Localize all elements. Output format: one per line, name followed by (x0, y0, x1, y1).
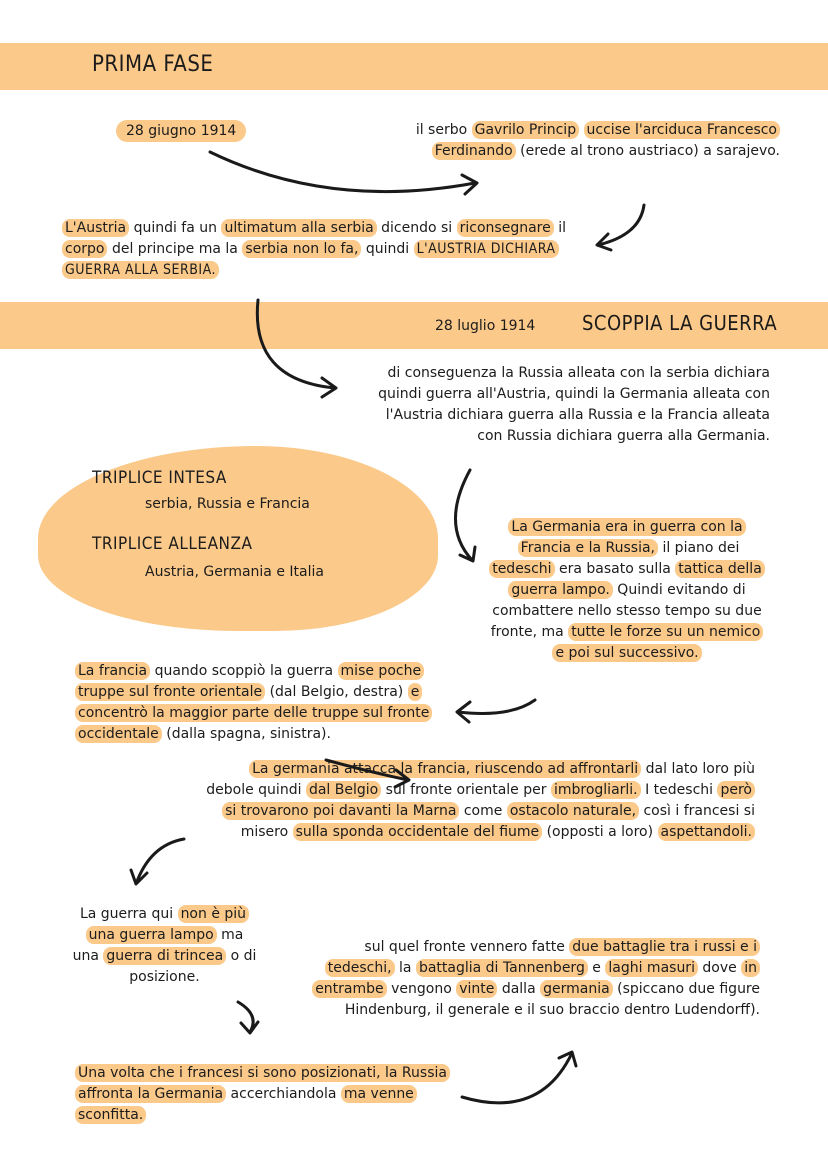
text: così i francesi si misero (240, 803, 755, 840)
text: vengono (391, 981, 452, 997)
page-title: PRIMA FASE (92, 52, 214, 77)
text: (spiccano due figure Hindenburg, il generale e il suo braccio dentro Ludendorff). (344, 981, 760, 1018)
highlight: vinte (456, 980, 497, 998)
text: come (463, 803, 503, 819)
highlight: guerra di trincea (103, 947, 226, 965)
highlight: però si trovarono poi davanti la Marna (222, 781, 755, 820)
arrow-icon (210, 152, 477, 194)
highlight: dal Belgio (306, 781, 381, 799)
highlight: corpo (62, 240, 107, 258)
text: quando scoppiò la guerra (154, 663, 334, 679)
highlight: imbrogliarli. (551, 781, 641, 799)
highlight: in entrambe (312, 959, 760, 998)
highlight: Una volta che i francesi si sono posizionati, la Russia affronta la Germania (75, 1064, 450, 1103)
highlight: serbia non lo fa, (242, 240, 361, 258)
text: I tedeschi (645, 782, 714, 798)
highlight: tedeschi (489, 560, 554, 578)
highlight: La Germania era in guerra con la Francia e la Russia, (508, 518, 745, 557)
highlight: riconsegnare (457, 219, 554, 237)
text: la (399, 960, 412, 976)
highlight: uccise l'arciduca Francesco Ferdinando (432, 121, 780, 160)
arrow-icon (455, 470, 475, 561)
arrow-icon (238, 1002, 258, 1033)
text: dicendo si (381, 220, 453, 236)
highlight: mise poche truppe sul fronte orientale (75, 662, 424, 701)
text: (opposti a loro) (546, 824, 654, 840)
highlight: La francia (75, 662, 150, 680)
highlight: L'AUSTRIA DICHIARA GUERRA ALLA SERBIA. (62, 240, 559, 279)
text: accerchiandola (230, 1086, 337, 1102)
arrow-icon (597, 205, 644, 250)
text: il serbo (415, 122, 468, 138)
highlight: sulla sponda occidentale del fiume (293, 823, 543, 841)
alleanza-title: TRIPLICE ALLEANZA (92, 534, 253, 554)
consequence-text: di conseguenza la Russia alleata con la serbia dichiara quindi guerra all'Austria, quindi la Germania alleata con l'Austria dichiara guerra alla Russia e la Francia alleata con Russia dichiara guerra alla Germania. (378, 365, 770, 444)
text: quindi fa un (133, 220, 218, 236)
text: era basato sulla (559, 561, 671, 577)
highlight: battaglia di Tannenberg (416, 959, 588, 977)
text: dei (717, 540, 740, 556)
text: dove (702, 960, 737, 976)
text: sul quel fronte vennero fatte (364, 939, 565, 955)
text: ma una (72, 927, 244, 964)
highlight: tattica della guerra lampo. (508, 560, 764, 599)
date-july: 28 luglio 1914 (435, 318, 536, 334)
text: dalla (501, 981, 536, 997)
highlight: aspettandoli. (658, 823, 756, 841)
text: il (558, 220, 566, 236)
text: o di posizione. (129, 948, 257, 985)
arrow-icon (457, 700, 535, 722)
highlight: ostacolo naturale, (507, 802, 639, 820)
text: Quindi evitando di combattere nello stesso tempo su due fronte, ma (490, 582, 762, 640)
arrow-icon (326, 760, 409, 787)
highlight: e concentrò la maggior parte delle truppe sul fronte occidentale (75, 683, 432, 743)
highlight: non è più una guerra lampo (86, 905, 249, 944)
text: (erede al trono austriaco) a sarajevo. (520, 143, 780, 159)
intesa-members: serbia, Russia e Francia (145, 496, 310, 512)
intesa-title: TRIPLICE INTESA (92, 468, 227, 488)
highlight: L'Austria (62, 219, 129, 237)
text: e (592, 960, 601, 976)
highlight: tutte le forze su un nemico e poi sul successivo. (552, 623, 763, 662)
highlight: Gavrilo Princip (472, 121, 579, 139)
date-badge-june: 28 giugno 1914 (116, 120, 246, 142)
highlight: La germania attacca la francia, riuscendo ad affrontarli (249, 760, 641, 778)
highlight: ultimatum alla serbia (221, 219, 376, 237)
arrow-icon (257, 300, 336, 397)
highlight: germania (540, 980, 613, 998)
text: (dal Belgio, destra) (269, 684, 404, 700)
alleanza-members: Austria, Germania e Italia (145, 564, 324, 580)
text: il piano (662, 540, 714, 556)
arrow-icon (462, 1052, 576, 1103)
highlight: due battaglie tra i russi e i tedeschi, (325, 938, 760, 977)
text: del principe ma la (111, 241, 238, 257)
highlight: laghi masuri (605, 959, 698, 977)
highlight: ma venne sconfitta. (75, 1085, 417, 1124)
text: (dalla spagna, sinistra). (166, 726, 331, 742)
section-title: SCOPPIA LA GUERRA (582, 311, 778, 335)
text: dal lato loro più debole quindi (206, 761, 755, 798)
text: La guerra qui (79, 906, 174, 922)
text: sul fronte orientale per (385, 782, 547, 798)
arrow-icon (131, 839, 184, 884)
text: quindi (365, 241, 410, 257)
